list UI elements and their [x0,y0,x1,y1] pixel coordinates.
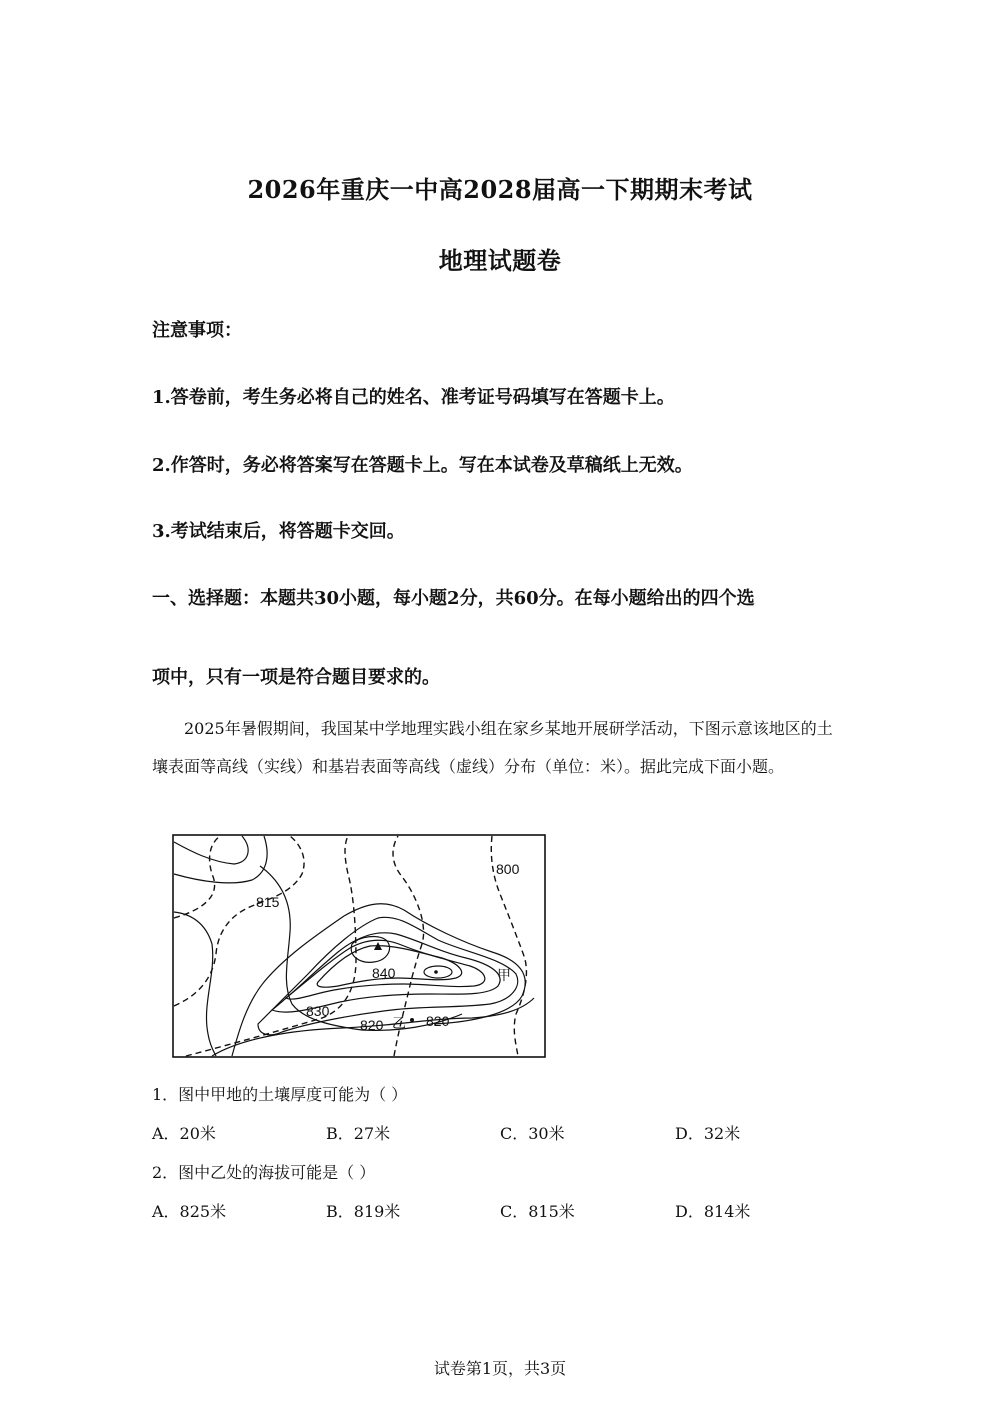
exam-subtitle: 地理试题卷 [438,246,562,275]
q1-option-d[interactable]: D．32米 [675,1124,741,1143]
label-jia: 甲 [497,967,511,983]
q1-option-a[interactable]: A．20米 [152,1124,216,1143]
passage-text: 2025年暑假期间，我国某中学地理实践小组在家乡某地开展研学活动，下图示意该地区的土壤表面等高线（实线）和基岩表面等高线（虚线）分布（单位：米）。据此完成下面小题。 [152,719,833,776]
q2-option-d[interactable]: D．814米 [675,1202,751,1221]
question-passage [152,710,842,786]
question-1-stem: 1．图中甲地的土壤厚度可能为（ ） [152,1085,408,1104]
question-2-stem: 2．图中乙处的海拔可能是（ ） [152,1163,376,1182]
q2-option-c[interactable]: C．815米 [500,1202,575,1221]
q2-option-b[interactable]: B．819米 [326,1202,401,1221]
notice-item-3: 3.考试结束后，将答题卡交回。 [152,521,405,542]
q1-option-b[interactable]: B．27米 [326,1124,391,1143]
notice-item-2: 2.作答时，务必将答案写在答题卡上。写在本试卷及草稿纸上无效。 [152,455,693,476]
q2-option-a[interactable]: A．825米 [152,1202,227,1221]
label-820-left: 820 [360,1017,384,1033]
q1-option-c[interactable]: C．30米 [500,1124,565,1143]
label-830: 830 [306,1003,330,1019]
page-footer: 试卷第1页，共3页 [433,1359,567,1378]
section-heading-line2: 项中，只有一项是符合题目要求的。 [152,667,440,688]
notice-heading: 注意事项： [152,320,242,341]
label-815: 815 [256,894,280,910]
notice-item-1: 1.答卷前，考生务必将自己的姓名、准考证号码填写在答题卡上。 [152,387,675,408]
label-800: 800 [496,861,520,877]
exam-title: 2026年重庆一中高2028届高一下期期末考试 [247,175,753,204]
contour-map [172,834,546,1058]
label-yi: 乙 [392,1015,406,1031]
section-heading-line1: 一、选择题：本题共30小题，每小题2分，共60分。在每小题给出的四个选 [152,588,755,609]
label-820-right: 820 [426,1013,450,1029]
label-840: 840 [372,965,396,981]
